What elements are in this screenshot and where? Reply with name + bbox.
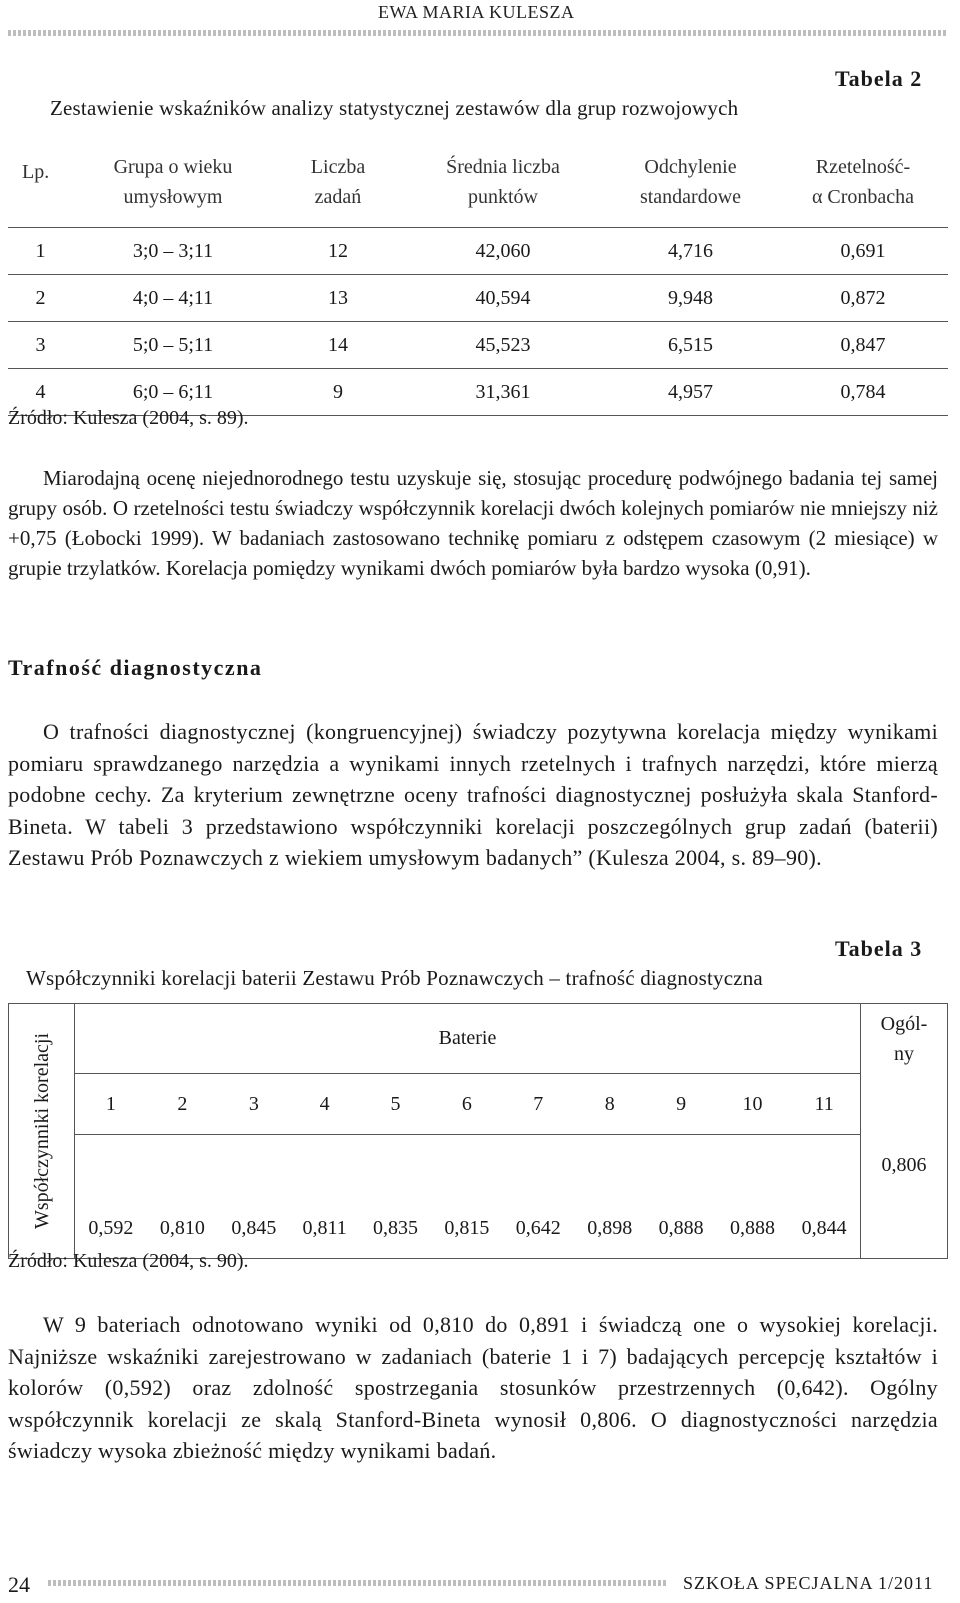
battery-value: 0,888 bbox=[645, 1135, 716, 1259]
battery-value: 0,845 bbox=[218, 1135, 289, 1259]
battery-number: 3 bbox=[218, 1074, 289, 1135]
col-header-tasks: Liczba zadań bbox=[310, 156, 366, 208]
paragraph-validity-text: O trafności diagnostycznej (kongruencyjnej) świadczy pozytywna korelacja między wynikami pomiaru sprawdzanego narzędzia a wynikami innych rzetelnych i trafnych narzędzi, które mierzą podobne cechy. Za kryterium zewnętrzne oceny trafności diagnostycznej posłużyła skala Stanford-Bineta. W tabeli 3 przedstawiono współczynniki korelacji poszczególnych grup zadań (baterii) Zestawu Prób Poznawczych z wiekiem umysłowym badanych” (Kulesza 2004, s. 89–90). bbox=[8, 719, 938, 870]
footer-dotted-rule bbox=[48, 1580, 668, 1586]
cell-group: 4;0 – 4;11 bbox=[73, 275, 273, 322]
cell-lp: 1 bbox=[8, 228, 73, 275]
battery-value: 0,898 bbox=[574, 1135, 645, 1259]
cell-group: 5;0 – 5;11 bbox=[73, 322, 273, 369]
cell-mean: 42,060 bbox=[403, 228, 603, 275]
paragraph-reliability-text: Miarodajną ocenę niejednorodnego testu uzyskuje się, stosując procedurę podwójnego badania tej samej grupy osób. O rzetelności testu świadczy współczynnik korelacji dwóch kolejnych pomiarów nie mniejszy niż +0,75 (Łobocki 1999). W badaniach zastosowano technikę pomiaru z odstępem czasowym (2 miesiące) w grupie trzylatków. Korelacja pomiędzy wynikami dwóch pomiarów była bardzo wysoka (0,91). bbox=[8, 466, 938, 580]
cell-sd: 4,957 bbox=[603, 369, 778, 416]
col-header-group: Grupa o wieku umysłowym bbox=[113, 156, 233, 208]
overall-header: Ogól- ny bbox=[861, 1004, 948, 1074]
table-row bbox=[8, 275, 948, 322]
battery-number: 2 bbox=[147, 1074, 218, 1135]
cell-lp: 3 bbox=[8, 322, 73, 369]
paragraph-results-text: W 9 bateriach odnotowano wyniki od 0,810 do 0,891 i świadczą one o wysokiej korelacji. Najniższe wskaźniki zarejestrowano w zadaniach (baterie 1 i 7) badających percepcję kształtów i kolorów (0,592) oraz zdolność spostrzegania stosunków przestrzennych (0,642). Ogólny współczynnik korelacji ze skalą Stanford-Bineta wynosił 0,806. O diagnostyczności narzędzia świadczy wysoka zbieżność między wynikami badań. bbox=[8, 1312, 938, 1463]
cell-alpha: 0,784 bbox=[778, 369, 948, 416]
battery-value: 0,844 bbox=[788, 1135, 860, 1259]
battery-number: 1 bbox=[75, 1074, 147, 1135]
battery-value: 0,592 bbox=[75, 1135, 147, 1259]
battery-value-row bbox=[9, 1135, 948, 1259]
row-header-coefficients: Współczynniki korelacji bbox=[9, 1004, 75, 1259]
table3-source: Źródło: Kulesza (2004, s. 90). bbox=[8, 1250, 249, 1272]
battery-value: 0,888 bbox=[717, 1135, 788, 1259]
table2-title: Zestawienie wskaźników analizy statystycznej zestawów dla grup rozwojowych bbox=[50, 96, 739, 120]
battery-number: 10 bbox=[717, 1074, 788, 1135]
paragraph-validity bbox=[8, 716, 938, 874]
cell-mean: 40,594 bbox=[403, 275, 603, 322]
cell-lp: 2 bbox=[8, 275, 73, 322]
cell-tasks: 12 bbox=[273, 228, 403, 275]
batteries-header: Baterie bbox=[75, 1004, 861, 1074]
table2 bbox=[8, 137, 948, 416]
battery-number: 9 bbox=[645, 1074, 716, 1135]
header-author: EWA MARIA KULESZA bbox=[378, 2, 575, 22]
battery-value: 0,835 bbox=[360, 1135, 431, 1259]
cell-sd: 4,716 bbox=[603, 228, 778, 275]
cell-group: 3;0 – 3;11 bbox=[73, 228, 273, 275]
battery-value: 0,810 bbox=[147, 1135, 218, 1259]
header-dotted-rule bbox=[8, 30, 948, 36]
table-row bbox=[8, 322, 948, 369]
battery-number: 4 bbox=[290, 1074, 360, 1135]
overall-value: 0,806 bbox=[861, 1074, 948, 1259]
cell-tasks: 14 bbox=[273, 322, 403, 369]
cell-alpha: 0,691 bbox=[778, 228, 948, 275]
battery-number: 5 bbox=[360, 1074, 431, 1135]
battery-value: 0,815 bbox=[431, 1135, 502, 1259]
battery-value: 0,811 bbox=[290, 1135, 360, 1259]
journal-name: SZKOŁA SPECJALNA 1/2011 bbox=[683, 1573, 934, 1593]
running-header bbox=[0, 0, 960, 40]
col-header-lp: Lp. bbox=[22, 161, 50, 183]
battery-number: 6 bbox=[431, 1074, 502, 1135]
battery-number-row bbox=[9, 1074, 948, 1135]
cell-mean: 31,361 bbox=[403, 369, 603, 416]
col-header-sd: Odchylenie standardowe bbox=[639, 156, 742, 208]
battery-number: 11 bbox=[788, 1074, 860, 1135]
cell-mean: 45,523 bbox=[403, 322, 603, 369]
col-header-mean: Średnia liczba punktów bbox=[446, 156, 560, 208]
cell-alpha: 0,872 bbox=[778, 275, 948, 322]
table-row bbox=[8, 228, 948, 275]
table3-label: Tabela 3 bbox=[835, 936, 923, 961]
cell-sd: 6,515 bbox=[603, 322, 778, 369]
cell-alpha: 0,847 bbox=[778, 322, 948, 369]
paragraph-reliability bbox=[8, 463, 938, 583]
cell-sd: 9,948 bbox=[603, 275, 778, 322]
col-header-alpha: Rzetelność- α Cronbacha bbox=[811, 156, 915, 208]
table3 bbox=[8, 1003, 948, 1259]
table2-header-row bbox=[8, 137, 948, 228]
battery-number: 8 bbox=[574, 1074, 645, 1135]
cell-group: 6;0 – 6;11 bbox=[73, 369, 273, 416]
table3-title: Współczynniki korelacji baterii Zestawu Prób Poznawczych – trafność diagnostyczna bbox=[26, 966, 763, 990]
table2-label: Tabela 2 bbox=[835, 66, 923, 91]
cell-tasks: 13 bbox=[273, 275, 403, 322]
cell-lp: 4 bbox=[8, 369, 73, 416]
table2-source: Źródło: Kulesza (2004, s. 89). bbox=[8, 407, 249, 429]
paragraph-results bbox=[8, 1309, 938, 1467]
section-heading: Trafność diagnostyczna bbox=[8, 655, 263, 680]
page-number: 24 bbox=[8, 1572, 30, 1597]
battery-value: 0,642 bbox=[503, 1135, 574, 1259]
cell-tasks: 9 bbox=[273, 369, 403, 416]
battery-number: 7 bbox=[503, 1074, 574, 1135]
